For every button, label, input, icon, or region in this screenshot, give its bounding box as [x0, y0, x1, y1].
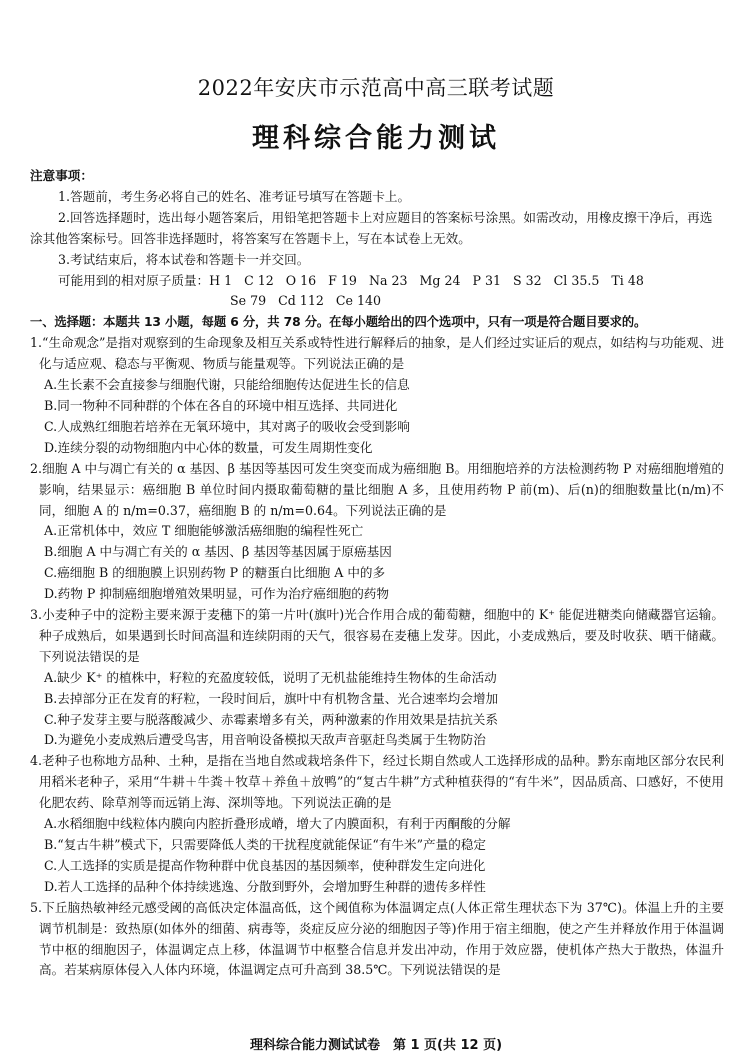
question-stem: 4.老种子也称地方品种、土种，是指在当地自然或栽培条件下，经过长期自然或人工选择形成的品种。黔东南地区部分农民利用稻米老种子，采用“牛耕＋牛粪＋牧草＋养鱼＋放鸭”的“复古牛耕”方式种植获得的“有牛米”，因品质高、口感好，不使用化肥农药、除草剂等而远销上海、深圳等地。下列说法正确的是: [30, 753, 724, 811]
atomic-mass: Ce 140: [335, 293, 381, 309]
option-b: B.去掉部分正在发育的籽粒，一段时间后，旗叶中有机物含量、光合速率均会增加: [44, 690, 499, 706]
question-1: [30, 333, 724, 458]
question-3: [30, 605, 724, 751]
option-c: C.人工选择的实质是提高作物种群中优良基因的基因频率，使种群发生定向进化: [44, 857, 486, 873]
atomic-mass: O 16: [285, 272, 317, 288]
option-d: D.药物 P 抑制癌细胞增殖效果明显，可作为治疗癌细胞的药物: [44, 586, 389, 602]
atomic-mass: Mg 24: [419, 272, 461, 288]
atomic-mass: Na 23: [368, 272, 408, 288]
option-a: A.正常机体中，效应 T 细胞能够激活癌细胞的编程性死亡: [44, 523, 364, 539]
page-footer: 理科综合能力测试试卷 第 1 页(共 12 页): [249, 1038, 503, 1053]
option-a: A.缺少 K⁺ 的植株中，籽粒的充盈度较低，说明了无机盐能维持生物体的生命活动: [44, 669, 497, 685]
question-stem: 3.小麦种子中的淀粉主要来源于麦穗下的第一片叶(旗叶)光合作用合成的葡萄糖，细胞中的 K⁺ 能促进糖类向储藏器官运输。种子成熟后，如果遇到长时间高温和连续阴雨的天气，很容易在麦穗上发芽。因此，小麦成熟后，要及时收获、晒干储藏。下列说法错误的是: [30, 607, 724, 664]
atomic-mass: Ti 48: [611, 272, 644, 288]
atomic-mass-row: [30, 291, 724, 312]
atomic-mass: Cl 35.5: [553, 272, 600, 288]
atomic-mass: Se 79: [230, 293, 267, 309]
option-d: D.连续分裂的动物细胞内中心体的数量，可发生周期性变化: [44, 439, 373, 455]
question-5: [30, 898, 724, 982]
option-b: B.“复古牛耕”模式下，只需要降低人类的干扰程度就能保证“有牛米”产量的稳定: [44, 837, 487, 852]
atomic-mass: F 19: [328, 272, 357, 288]
atomic-mass: Cd 112: [278, 293, 324, 309]
atomic-mass-label: 可能用到的相对原子质量：: [58, 272, 210, 288]
question-stem: 5.下丘脑热敏神经元感受阈的高低决定体温高低，这个阈值称为体温调定点(人体正常生理状态下为 37℃)。体温上升的主要调节机制是：致热原(如体外的细菌、病毒等，炎症反应分泌的细胞因子等)作用于宿主细胞，使之产生并释放作用于体温调节中枢的细胞因子，体温调定点上移，体温调节中枢整合信息并发出冲动，作用于效应器，使机体产热大于散热，体温升高。若某病原体侵入人体内环境，体温调定点可升高到 38.5℃。下列说法错误的是: [30, 899, 724, 978]
notice-item: 1.答题前，考生务必将自己的姓名、准考证号填写在答题卡上。: [58, 188, 411, 204]
question-stem: 1.“生命观念”是指对观察到的生命现象及相互关系或特性进行解释后的抽象，是人们经过实证后的观点，如结构与功能观、进化与适应观、稳态与平衡观、物质与能量观等。下列说法正确的是: [30, 335, 724, 372]
atomic-mass: H 1: [209, 272, 233, 288]
option-b: B.细胞 A 中与凋亡有关的 α 基因、β 基因等基因属于原癌基因: [44, 544, 392, 560]
option-a: A.生长素不会直接参与细胞代谢，只能给细胞传达促进生长的信息: [44, 377, 410, 393]
notice-heading: 注意事项：: [30, 168, 93, 183]
subject-title: 理科综合能力测试: [252, 123, 500, 154]
question-2: [30, 459, 724, 605]
atomic-mass-row: [30, 271, 724, 292]
notice-item: 3.考试结束后，将本试卷和答题卡一并交回。: [58, 251, 310, 267]
option-a: A.水稻细胞中线粒体内膜向内腔折叠形成嵴，增大了内膜面积，有利于丙酮酸的分解: [44, 816, 511, 832]
exam-title: 2022年安庆市示范高中高三联考试题: [197, 76, 555, 100]
option-c: C.人成熟红细胞若培养在无氧环境中，其对离子的吸收会受到影响: [44, 418, 410, 434]
atomic-mass: C 12: [244, 272, 274, 288]
option-d: D.若人工选择的品种个体持续逃逸、分散到野外，会增加野生种群的遗传多样性: [44, 878, 486, 894]
page-body: [30, 166, 724, 981]
option-d: D.为避免小麦成熟后遭受鸟害，用音响设备模拟天敌声音驱赶鸟类属于生物防治: [44, 732, 486, 748]
option-b: B.同一物种不同种群的个体在各自的环境中相互选择、共同进化: [44, 397, 398, 413]
notice-item: 2.回答选择题时，选出每小题答案后，用铅笔把答题卡上对应题目的答案标号涂黑。如需改动，用橡皮擦干净后，再选涂其他答案标号。回答非选择题时，将答案写在答题卡上，写在本试卷上无效。: [30, 209, 713, 246]
atomic-mass: P 31: [472, 272, 502, 288]
question-stem: 2.细胞 A 中与凋亡有关的 α 基因、β 基因等基因可发生突变而成为癌细胞 B。用细胞培养的方法检测药物 P 对癌细胞增殖的影响，结果显示：癌细胞 B 单位时间内摄取葡萄糖的量比细胞 A 多，且使用药物 P 前(m)、后(n)的细胞数量比(n/m)不同，细胞 A 的 n/m=0.37，癌细胞 B 的 n/m=0.64。下列说法正确的是: [30, 460, 724, 518]
option-c: C.种子发芽主要与脱落酸减少、赤霉素增多有关，两种激素的作用效果是拮抗关系: [44, 711, 498, 727]
section-heading: 一、选择题：本题共 13 小题，每题 6 分，共 78 分。在每小题给出的四个选项中，只有一项是符合题目要求的。: [30, 315, 647, 330]
atomic-mass: S 32: [513, 272, 542, 288]
option-c: C.癌细胞 B 的细胞膜上识别药物 P 的糖蛋白比细胞 A 中的多: [44, 565, 386, 581]
question-4: [30, 751, 724, 897]
